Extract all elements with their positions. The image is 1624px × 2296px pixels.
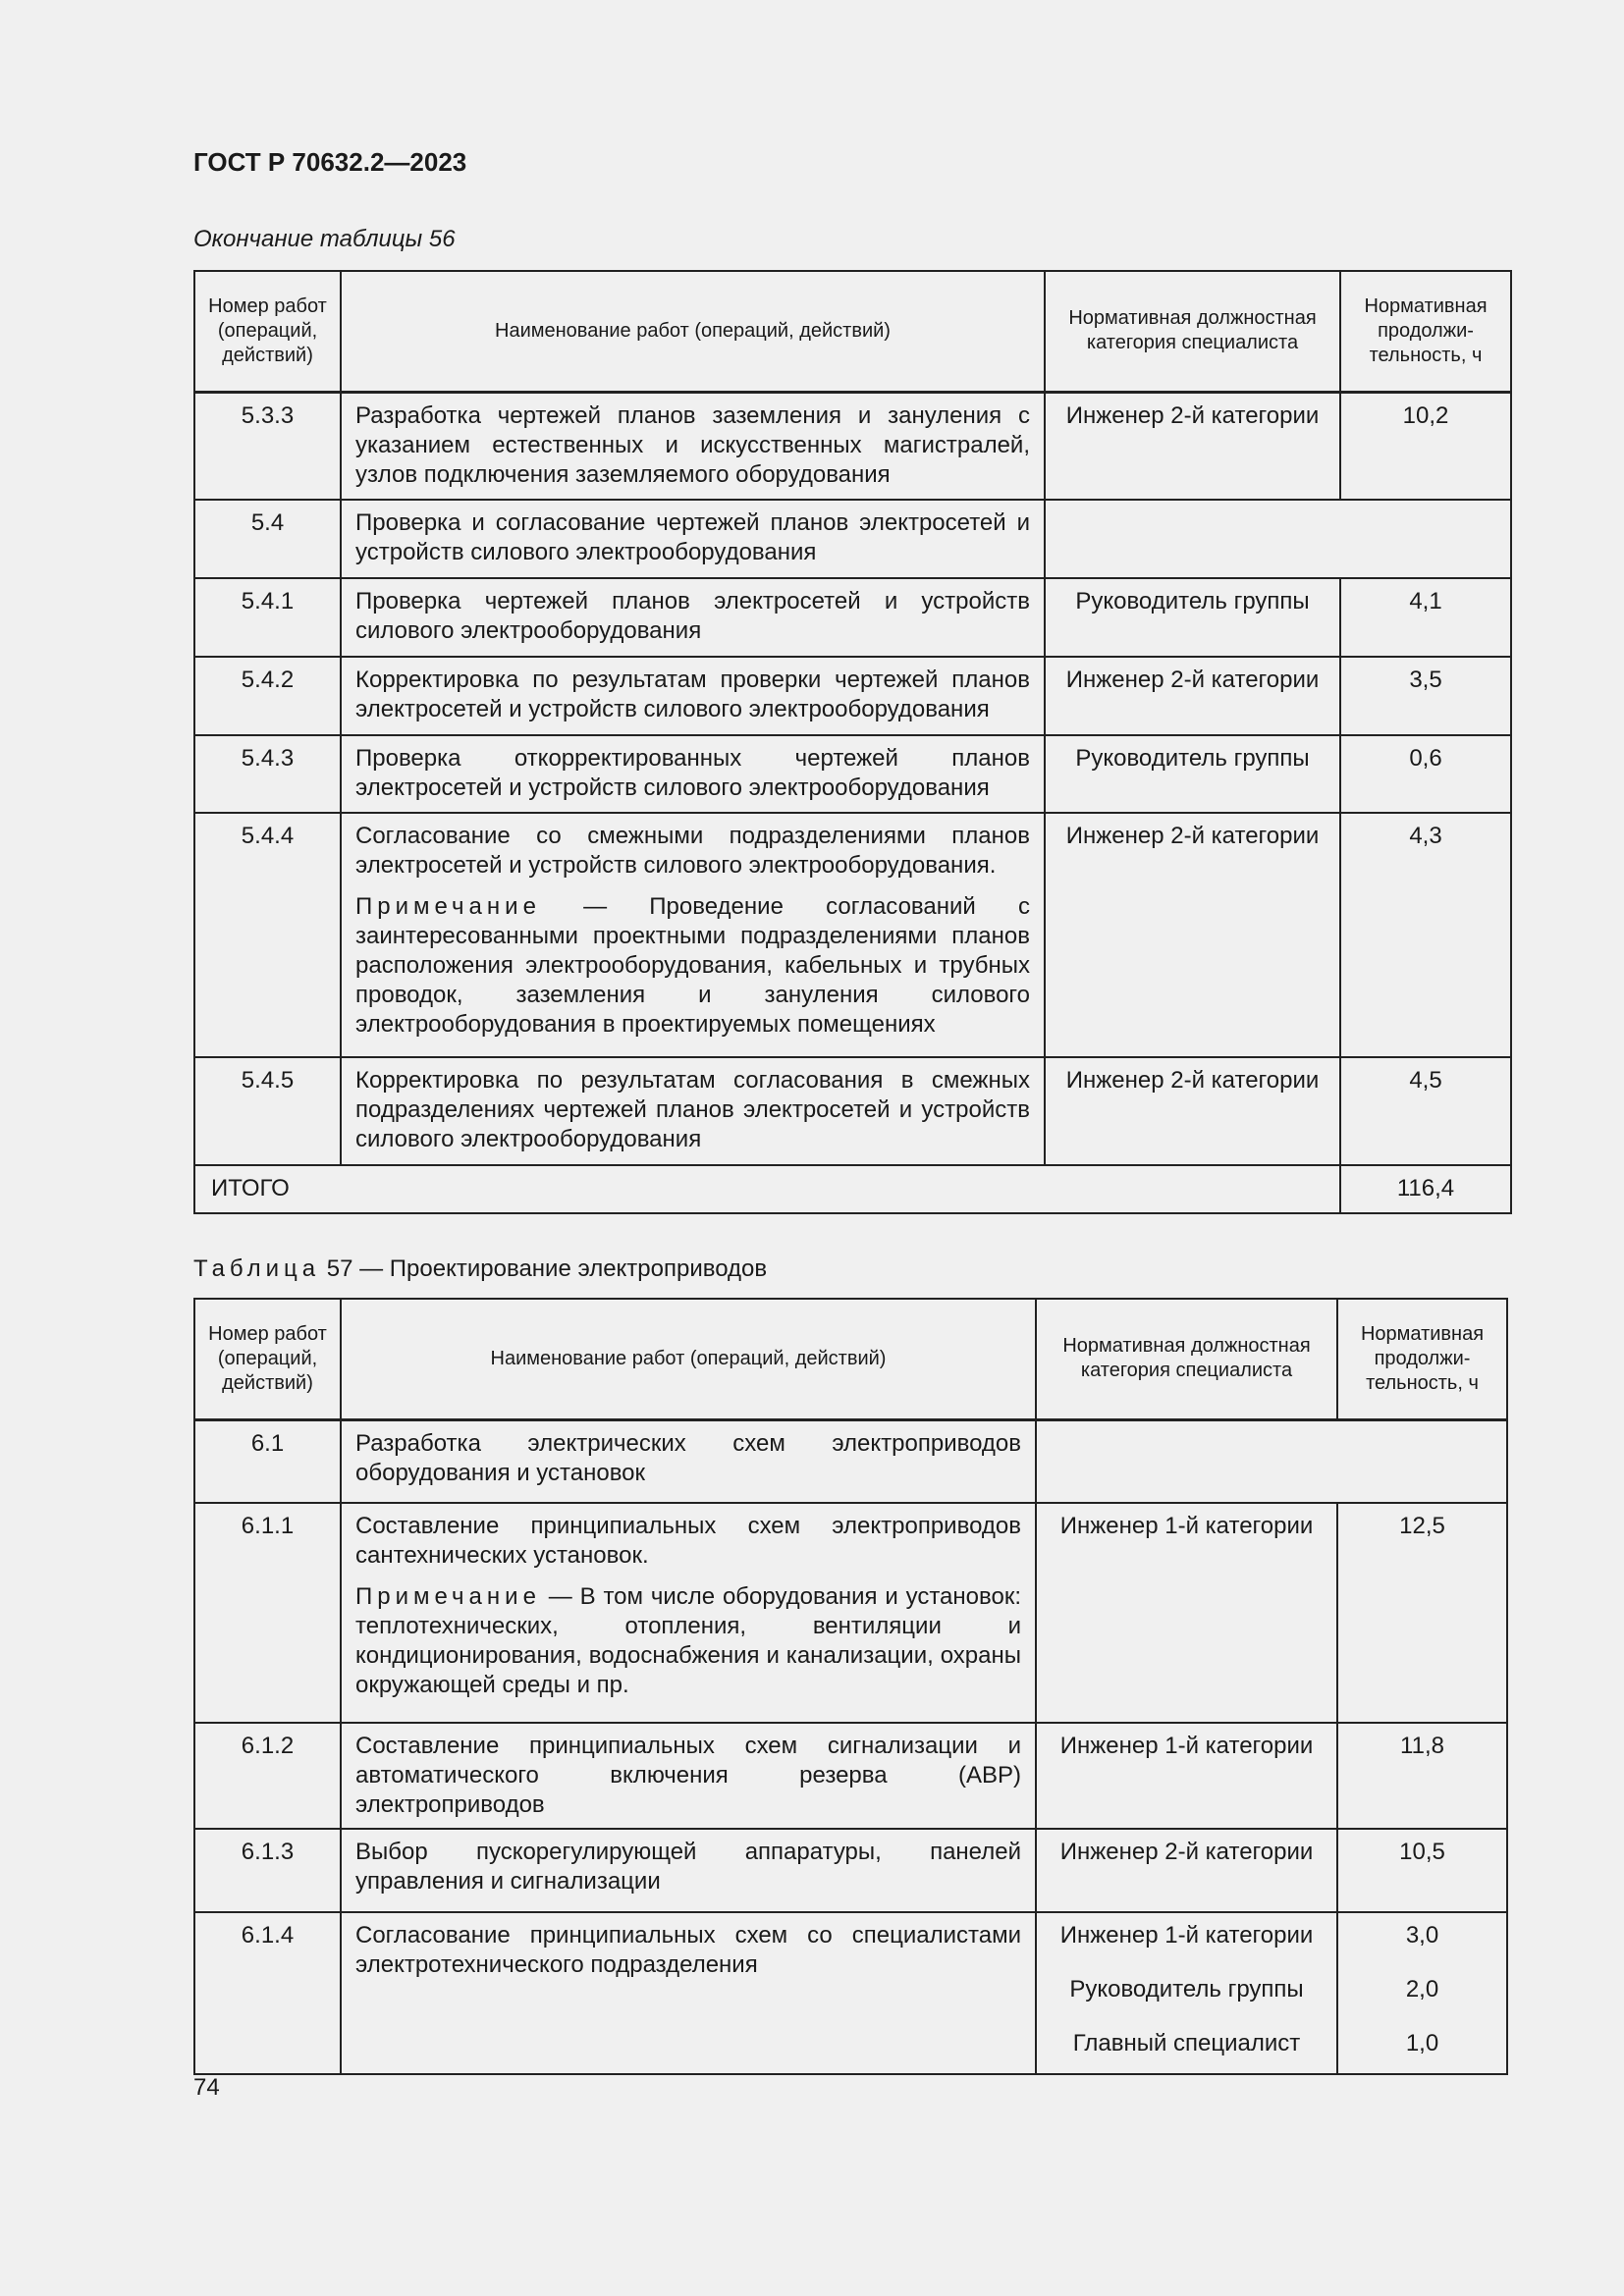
- row-name: Проверка и согласование чертежей планов электросетей и устройств силового электрооборудования: [341, 500, 1045, 578]
- row-category: Инженер 2-й категории: [1045, 1057, 1340, 1165]
- row-num: 6.1: [194, 1419, 341, 1503]
- row-category-list: [1036, 1912, 1337, 2074]
- table-row: [194, 1829, 1507, 1912]
- row-note: [355, 1582, 1021, 1700]
- row-num: 6.1.4: [194, 1912, 341, 2074]
- row-category: Инженер 2-й категории: [1045, 392, 1340, 500]
- row-name: Корректировка по результатам проверки чертежей планов электросетей и устройств силового электрооборудования: [341, 657, 1045, 735]
- table-header-row: [194, 271, 1511, 392]
- table-row: [194, 578, 1511, 657]
- row-name-text: Составление принципиальных схем электроприводов сантехнических установок.: [355, 1513, 1021, 1569]
- row-note: [355, 892, 1030, 1040]
- row-duration: 10,5: [1337, 1829, 1507, 1912]
- table-56: [193, 270, 1512, 1214]
- note-label: Примечание: [355, 893, 541, 920]
- page-number: 74: [193, 2074, 220, 2101]
- header-category: Нормативная должностная категория специалиста: [1045, 271, 1340, 392]
- row-category: Руководитель группы: [1069, 1976, 1304, 2002]
- table-row: [194, 735, 1511, 813]
- table-row: [194, 392, 1511, 500]
- row-name: Проверка откорректированных чертежей планов электросетей и устройств силового электрооборудования: [341, 735, 1045, 813]
- row-name: [341, 1503, 1036, 1723]
- row-category: Руководитель группы: [1045, 735, 1340, 813]
- row-duration: 4,3: [1340, 813, 1511, 1057]
- table-row: [194, 1723, 1507, 1829]
- row-name: Согласование принципиальных схем со специалистами электротехнического подразделения: [341, 1912, 1036, 2074]
- row-category: Инженер 1-й категории: [1036, 1723, 1337, 1829]
- row-category: Руководитель группы: [1045, 578, 1340, 657]
- row-num: 5.4.2: [194, 657, 341, 735]
- table-header-row: [194, 1299, 1507, 1419]
- row-num: 5.4: [194, 500, 341, 578]
- row-category: Инженер 1-й категории: [1059, 1922, 1314, 1949]
- row-duration: 3,5: [1340, 657, 1511, 735]
- row-name: Корректировка по результатам согласования в смежных подразделениях чертежей планов электросетей и устройств силового электрооборудования: [341, 1057, 1045, 1165]
- row-duration: 10,2: [1340, 392, 1511, 500]
- table-row: [194, 1419, 1507, 1503]
- document-code: ГОСТ Р 70632.2—2023: [193, 147, 467, 177]
- table-row: [194, 1912, 1507, 2074]
- total-label: ИТОГО: [194, 1165, 1340, 1213]
- table-row: [194, 657, 1511, 735]
- note-text: — В том числе оборудования и установок: теплотехнических, отопления, вентиляции и кондиционирования, водоснабжения и канализации, охраны окружающей среды и пр.: [355, 1583, 1021, 1698]
- row-name: Разработка чертежей планов заземления и зануления с указанием естественных и искусственных магистралей, узлов подключения заземляемого оборудования: [341, 392, 1045, 500]
- row-category: Инженер 1-й категории: [1036, 1503, 1337, 1723]
- row-num: 6.1.1: [194, 1503, 341, 1723]
- row-num: 5.4.3: [194, 735, 341, 813]
- header-name: Наименование работ (операций, действий): [341, 271, 1045, 392]
- row-category: Главный специалист: [1072, 2030, 1301, 2056]
- row-duration: 0,6: [1340, 735, 1511, 813]
- table57-caption: [193, 1255, 767, 1283]
- row-empty-cell: [1045, 500, 1511, 578]
- table56-caption: Окончание таблицы 56: [193, 226, 456, 252]
- header-duration: Нормативная продолжи-тельность, ч: [1337, 1299, 1507, 1419]
- row-duration: 4,5: [1340, 1057, 1511, 1165]
- row-name: Разработка электрических схем электроприводов оборудования и установок: [341, 1419, 1036, 1503]
- total-value: 116,4: [1340, 1165, 1511, 1213]
- row-num: 6.1.2: [194, 1723, 341, 1829]
- row-duration: 1,0: [1405, 2030, 1439, 2056]
- row-name-text: Согласование со смежными подразделениями планов электросетей и устройств силового электрооборудования.: [355, 823, 1030, 879]
- row-duration: 2,0: [1405, 1976, 1439, 2002]
- row-num: 5.4.5: [194, 1057, 341, 1165]
- row-name: Выбор пускорегулирующей аппаратуры, панелей управления и сигнализации: [341, 1829, 1036, 1912]
- row-num: 5.4.4: [194, 813, 341, 1057]
- table-row: [194, 813, 1511, 1057]
- row-num: 5.4.1: [194, 578, 341, 657]
- row-duration-list: [1337, 1912, 1507, 2074]
- row-duration: 4,1: [1340, 578, 1511, 657]
- table-row: [194, 500, 1511, 578]
- row-duration: 11,8: [1337, 1723, 1507, 1829]
- row-name: Проверка чертежей планов электросетей и устройств силового электрооборудования: [341, 578, 1045, 657]
- row-num: 5.3.3: [194, 392, 341, 500]
- note-label: Примечание: [355, 1583, 541, 1610]
- note-text: — Проведение согласований с заинтересованными проектными подразделениями планов расположения электрооборудования, кабельных и трубных проводок, заземления и зануления силового электрооборудования в проектируемых помещениях: [355, 893, 1030, 1038]
- row-duration: 3,0: [1405, 1922, 1439, 1949]
- caption-text: 57 — Проектирование электроприводов: [320, 1255, 768, 1282]
- row-category: Инженер 2-й категории: [1045, 813, 1340, 1057]
- row-name: Составление принципиальных схем сигнализации и автоматического включения резерва (АВР) электроприводов: [341, 1723, 1036, 1829]
- table-total-row: [194, 1165, 1511, 1213]
- row-num: 6.1.3: [194, 1829, 341, 1912]
- row-category: Инженер 2-й категории: [1036, 1829, 1337, 1912]
- header-name: Наименование работ (операций, действий): [341, 1299, 1036, 1419]
- table-row: [194, 1057, 1511, 1165]
- table-57: [193, 1298, 1508, 2075]
- row-empty-cell: [1036, 1419, 1507, 1503]
- header-category: Нормативная должностная категория специалиста: [1036, 1299, 1337, 1419]
- header-num: Номер работ (операций, действий): [194, 271, 341, 392]
- row-name: [341, 813, 1045, 1057]
- row-category: Инженер 2-й категории: [1045, 657, 1340, 735]
- header-num: Номер работ (операций, действий): [194, 1299, 341, 1419]
- row-duration: 12,5: [1337, 1503, 1507, 1723]
- table-row: [194, 1503, 1507, 1723]
- header-duration: Нормативная продолжи-тельность, ч: [1340, 271, 1511, 392]
- caption-label: Таблица: [193, 1255, 321, 1282]
